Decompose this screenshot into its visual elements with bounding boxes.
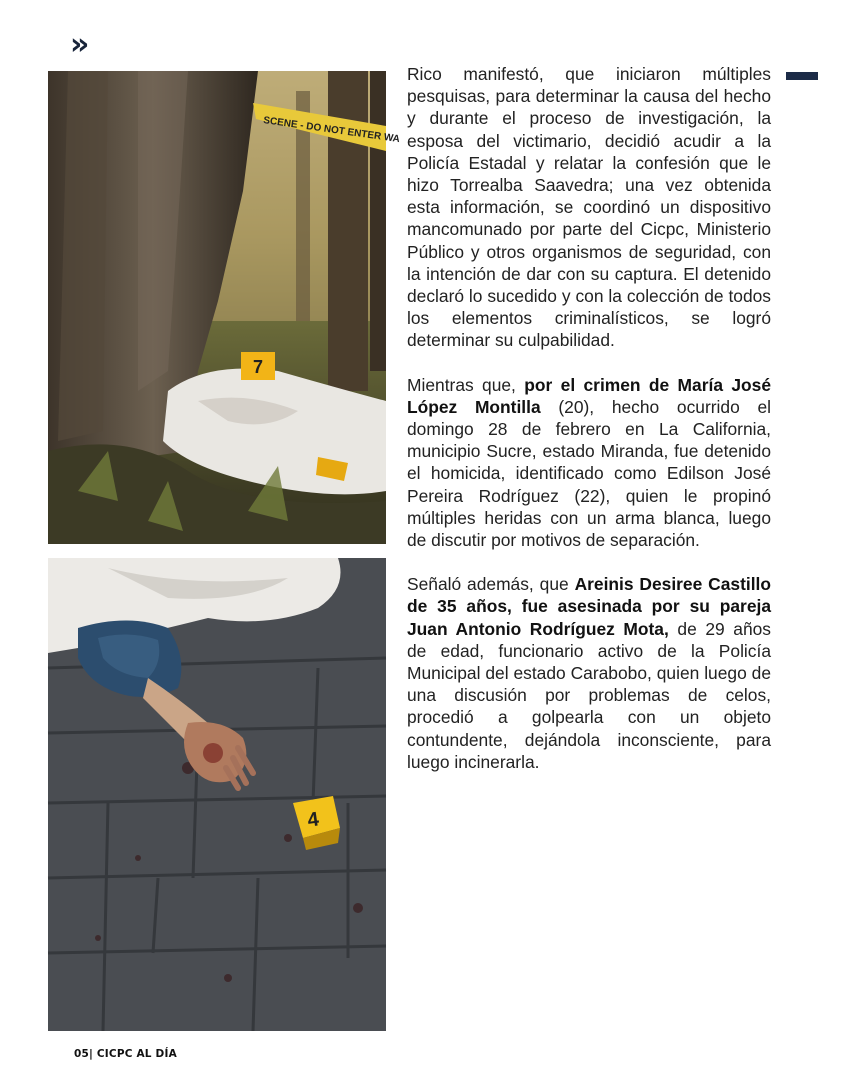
- article-paragraph-1: Rico manifestó, que iniciaron múltiples pesquisas, para determinar la causa del hecho y durante el proceso de investigación, la esposa del victimario, decidió acudir a la Policía Estadal y relatar la confesión que le hizo Torrealba Saavedra; una vez obtenida esta información, se coordinó un dispositivo mancomunado por parte del Cicpc, Ministerio Público y otros organismos de seguridad, con la intención de dar con su captura. El detenido declaró lo sucedido y con la colección de todos los elementos criminalísticos, se logró determinar su culpabilidad.: [407, 64, 771, 351]
- evidence-marker-7: 7: [252, 357, 264, 377]
- highlight-victim-perpetrator: Areinis Desiree Castillo de 35 años, fue asesinada por su pareja Juan Antonio Rodríguez Mota,: [407, 574, 771, 639]
- crime-scene-forest-photo: [48, 71, 401, 544]
- evidence-marker-4: 4: [306, 808, 321, 832]
- double-chevron-icon: »: [70, 27, 84, 62]
- accent-bar: [786, 72, 818, 80]
- article-body: [407, 63, 771, 795]
- crime-scene-pavement-photo: [48, 558, 386, 1031]
- caution-tape-text: SCENE - DO NOT ENTER WA: [262, 115, 401, 146]
- article-paragraph-2: Mientras que, por el crimen de María José López Montilla (20), hecho ocurrido el domingo 28 de febrero en La California, municipio Sucre, estado Miranda, fue detenido el homicida, identificado como Edilson José Pereira Rodríguez (22), quien le propinó múltiples heridas con un arma blanca, luego de discutir por motivos de separación.: [407, 374, 771, 551]
- highlight-victim-name: por el crimen de María José López Montilla: [407, 374, 771, 417]
- page-footer: 05| CICPC AL DÍA: [74, 1048, 177, 1060]
- article-paragraph-3: Señaló además, que Areinis Desiree Castillo de 35 años, fue asesinada por su pareja Juan Antonio Rodríguez Mota, de 29 años de edad, funcionario activo de la Policía Municipal del estado Carabobo, quien luego de una discusión por problemas de celos, procedió a golpearla con un objeto contundente, dejándola inconsciente, para luego incinerarla.: [407, 574, 771, 772]
